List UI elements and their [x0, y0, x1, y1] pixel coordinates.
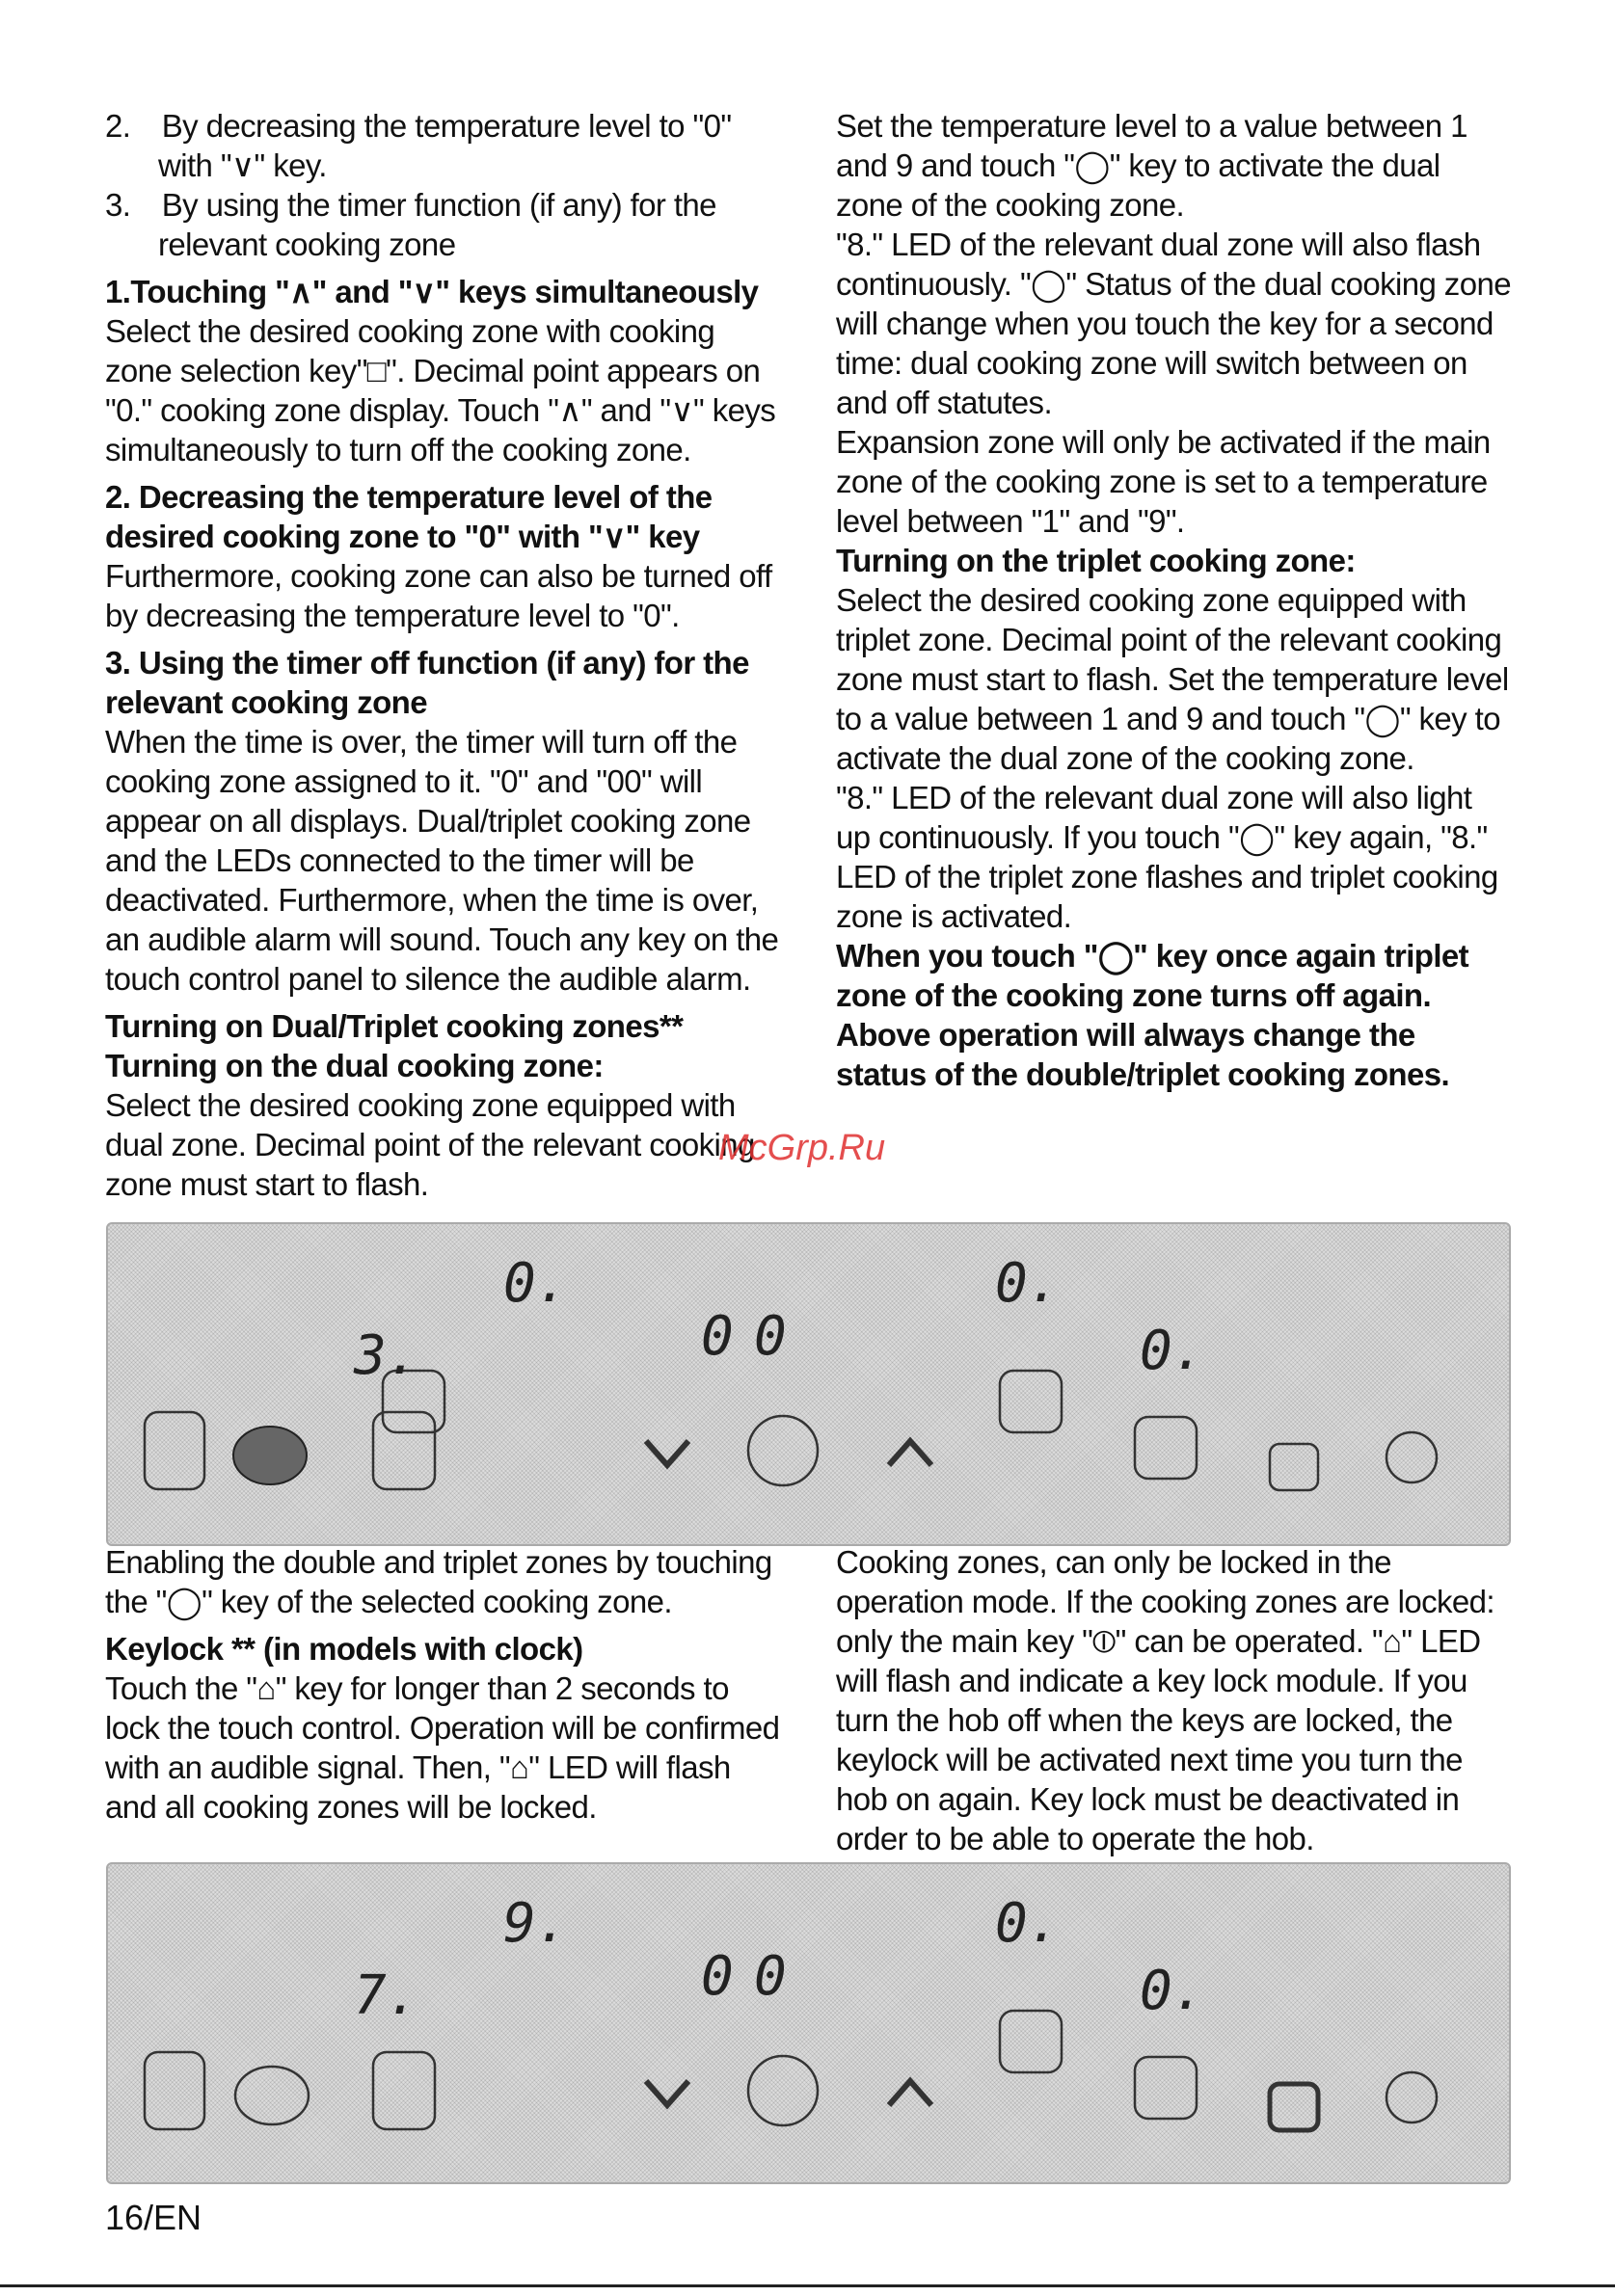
paragraph: Furthermore, cooking zone can also be turned off by decreasing the temperature level to "0".: [105, 558, 772, 633]
paragraph: Enabling the double and triplet zones by touching the "◯" key of the selected cooking zone.: [105, 1544, 772, 1619]
display-right: 0.: [1140, 1320, 1205, 1382]
timer-digit-2: 0: [754, 1305, 787, 1368]
timer-key-icon: [748, 2056, 818, 2125]
timer-key-icon: [748, 1416, 818, 1485]
lower-right-column: [836, 1542, 1511, 1858]
chevron-down-icon: [646, 1441, 688, 1465]
zone-key-icon: [1000, 2011, 1062, 2072]
heading-dual-triplet: Turning on Dual/Triplet cooking zones**: [105, 1008, 684, 1044]
heading-triplet-zone: Turning on the triplet cooking zone:: [836, 543, 1356, 578]
triplet-key-icon: [1135, 1417, 1197, 1479]
display-left: 7.: [354, 1964, 419, 2027]
paragraph: When the time is over, the timer will turn off the cooking zone assigned to it. "0" and "00" will appear on all displays. Dual/triplet cooking zone and the LEDs connected to the timer will be deactivated. Furthermore, when the time is over, an audible alarm will sound. Touch any key on the touch control panel to silence the audible alarm.: [105, 724, 779, 997]
right-column: [836, 106, 1511, 1094]
display-top-1: 0.: [503, 1252, 569, 1315]
heading-dual-zone: Turning on the dual cooking zone:: [105, 1048, 604, 1083]
chevron-down-icon: [646, 2081, 688, 2105]
display-top-2: 0.: [995, 1892, 1061, 1955]
paragraph: Select the desired cooking zone equipped with dual zone. Decimal point of the relevant cooking zone must start to flash.: [105, 1087, 755, 1202]
list-item-3: 3. By using the timer function (if any) for the relevant cooking zone: [105, 187, 716, 262]
heading-timer-off: 3. Using the timer off function (if any) for the relevant cooking zone: [105, 645, 749, 720]
heading-decreasing: 2. Decreasing the temperature level of the desired cooking zone to "0" with "∨" key: [105, 479, 713, 554]
paragraph: Select the desired cooking zone equipped with triplet zone. Decimal point of the relevant cooking zone must start to flash. Set the temperature level to a value between 1 and 9 and touch "◯" key to activate the dual zone of the cooking zone.: [836, 582, 1509, 776]
paragraph: Set the temperature level to a value between 1 and 9 and touch "◯" key to activate the dual zone of the cooking zone.: [836, 108, 1467, 223]
paragraph: Select the desired cooking zone with cooking zone selection key"□". Decimal point appears on "0." cooking zone display. Touch "∧" and "∨" keys simultaneously to turn off the cooking zone.: [105, 313, 776, 467]
left-column: [105, 106, 780, 1204]
display-right: 0.: [1140, 1960, 1205, 2022]
chevron-up-icon: [889, 1441, 931, 1465]
page-number: 16/EN: [105, 2198, 202, 2237]
dual-zone-key-icon: [233, 1427, 307, 1484]
timer-digit-2: 0: [754, 1945, 787, 2008]
paragraph: Cooking zones, can only be locked in the operation mode. If the cooking zones are locked: only the main key "⦶" can be operated. "⌂" LED will flash and indicate a key lock module. If you turn the hob off when the keys are locked, the keylock will be activated next time you turn the hob on again. Key lock must be deactivated in order to be able to operate the hob.: [836, 1544, 1494, 1856]
timer-digit-1: 0: [701, 1945, 734, 2008]
control-panel-illustration-2: [106, 1862, 1511, 2184]
display-top-2: 0.: [995, 1252, 1061, 1315]
lower-left-column: [105, 1542, 780, 1827]
display-left: 3.: [354, 1324, 419, 1387]
paragraph: "8." LED of the relevant dual zone will also flash continuously. "◯" Status of the dual cooking zone will change when you touch the key for a second time: dual cooking zone will switch between on and off statutes.: [836, 227, 1511, 420]
triplet-key-icon: [1135, 2057, 1197, 2119]
paragraph: Expansion zone will only be activated if the main zone of the cooking zone is set to a temperature level between "1" and "9".: [836, 424, 1491, 539]
heading-keylock: Keylock ** (in models with clock): [105, 1631, 583, 1667]
dual-zone-key-icon: [235, 2067, 309, 2124]
lock-key-icon: [1270, 2084, 1318, 2130]
paragraph: "8." LED of the relevant dual zone will also light up continuously. If you touch "◯" key again, "8." LED of the triplet zone flashes and triplet cooking zone is activated.: [836, 780, 1498, 934]
power-key-icon: [1386, 2072, 1437, 2122]
display-top-1: 9.: [503, 1892, 569, 1955]
bottom-rule: [0, 2284, 1615, 2287]
timer-digit-1: 0: [701, 1305, 734, 1368]
heading-touching-keys: 1.Touching "∧" and "∨" keys simultaneously: [105, 274, 759, 309]
watermark: McGrp.Ru: [718, 1128, 886, 1168]
zone-select-key-icon: [145, 2052, 204, 2129]
control-panel-illustration-1: [106, 1222, 1511, 1546]
list-item-2: 2. By decreasing the temperature level to "0" with "∨" key.: [105, 108, 732, 183]
zone-key-icon: [373, 2052, 435, 2129]
chevron-up-icon: [889, 2081, 931, 2105]
zone-key-icon: [1000, 1371, 1062, 1432]
zone-select-key-icon: [145, 1412, 204, 1489]
heading-touch-again: When you touch "◯" key once again triplet zone of the cooking zone turns off again. Above operation will always change the status of the double/triplet cooking zones.: [836, 938, 1469, 1092]
paragraph: Touch the "⌂" key for longer than 2 seconds to lock the touch control. Operation will be confirmed with an audible signal. Then, "⌂" LED will flash and all cooking zones will be locked.: [105, 1670, 780, 1825]
lock-key-icon: [1270, 1444, 1318, 1490]
power-key-icon: [1386, 1432, 1437, 1482]
